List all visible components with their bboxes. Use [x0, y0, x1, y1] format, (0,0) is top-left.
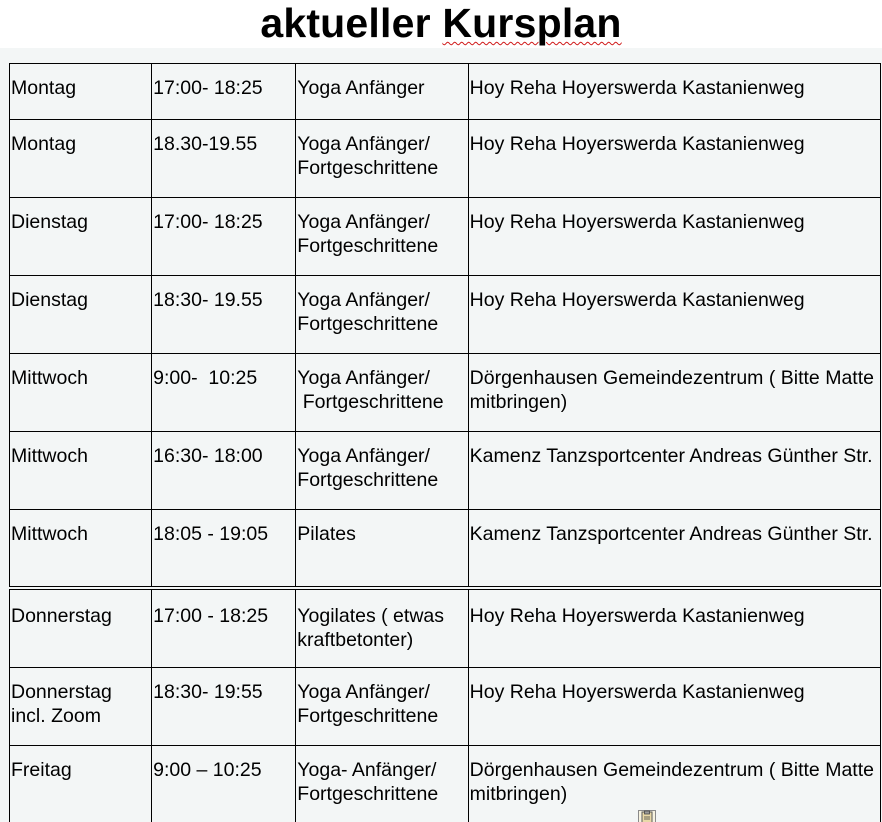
day-cell: Freitag — [10, 746, 152, 822]
course-cell: Yoga Anfänger — [296, 64, 468, 120]
time-cell: 18:30- 19.55 — [152, 276, 296, 354]
time-cell: 17:00 - 18:25 — [152, 588, 296, 668]
time-cell: 18:30- 19:55 — [152, 668, 296, 746]
day-cell: Montag — [10, 64, 152, 120]
course-cell: Yoga Anfänger/ Fortgeschrittene — [296, 198, 468, 276]
table-row — [10, 120, 881, 198]
course-schedule-table — [9, 63, 881, 822]
page-title — [0, 0, 882, 48]
paste-options-icon[interactable] — [638, 810, 656, 822]
title-prefix: aktueller — [260, 0, 443, 46]
course-cell: Yoga Anfänger/ Fortgeschrittene — [296, 120, 468, 198]
table-row — [10, 668, 881, 746]
location-cell: Hoy Reha Hoyerswerda Kastanienweg — [468, 588, 880, 668]
day-cell: Montag — [10, 120, 152, 198]
course-cell: Yoga Anfänger/ Fortgeschrittene — [296, 276, 468, 354]
time-cell: 9:00- 10:25 — [152, 354, 296, 432]
location-cell: Hoy Reha Hoyerswerda Kastanienweg — [468, 64, 880, 120]
table-row — [10, 432, 881, 510]
location-cell: Kamenz Tanzsportcenter Andreas Günther Str. — [468, 432, 880, 510]
day-cell: Donnerstag incl. Zoom — [10, 668, 152, 746]
time-cell: 17:00- 18:25 — [152, 64, 296, 120]
course-cell: Yogilates ( etwas kraftbetonter) — [296, 588, 468, 668]
time-cell: 16:30- 18:00 — [152, 432, 296, 510]
table-row — [10, 198, 881, 276]
day-cell: Mittwoch — [10, 432, 152, 510]
location-cell: Hoy Reha Hoyerswerda Kastanienweg — [468, 668, 880, 746]
time-cell: 9:00 – 10:25 — [152, 746, 296, 822]
day-cell: Dienstag — [10, 276, 152, 354]
course-cell: Yoga Anfänger/ Fortgeschrittene — [296, 432, 468, 510]
day-cell: Mittwoch — [10, 510, 152, 588]
location-cell: Hoy Reha Hoyerswerda Kastanienweg — [468, 198, 880, 276]
location-cell: Hoy Reha Hoyerswerda Kastanienweg — [468, 120, 880, 198]
time-cell: 17:00- 18:25 — [152, 198, 296, 276]
time-cell: 18.30-19.55 — [152, 120, 296, 198]
table-row — [10, 64, 881, 120]
table-row — [10, 354, 881, 432]
location-cell: Dörgenhausen Gemeindezentrum ( Bitte Matte mitbringen) — [468, 354, 880, 432]
table-row — [10, 510, 881, 588]
table-row — [10, 746, 881, 822]
course-cell: Pilates — [296, 510, 468, 588]
day-cell: Donnerstag — [10, 588, 152, 668]
day-cell: Mittwoch — [10, 354, 152, 432]
title-word: Kursplan — [442, 0, 622, 46]
table-row — [10, 588, 881, 668]
course-cell: Yoga Anfänger/ Fortgeschrittene — [296, 354, 468, 432]
day-cell: Dienstag — [10, 198, 152, 276]
course-cell: Yoga- Anfänger/ Fortgeschrittene — [296, 746, 468, 822]
table-row — [10, 276, 881, 354]
location-cell: Dörgenhausen Gemeindezentrum ( Bitte Matte mitbringen) — [468, 746, 880, 822]
location-cell: Kamenz Tanzsportcenter Andreas Günther Str. — [468, 510, 880, 588]
time-cell: 18:05 - 19:05 — [152, 510, 296, 588]
course-cell: Yoga Anfänger/ Fortgeschrittene — [296, 668, 468, 746]
location-cell: Hoy Reha Hoyerswerda Kastanienweg — [468, 276, 880, 354]
